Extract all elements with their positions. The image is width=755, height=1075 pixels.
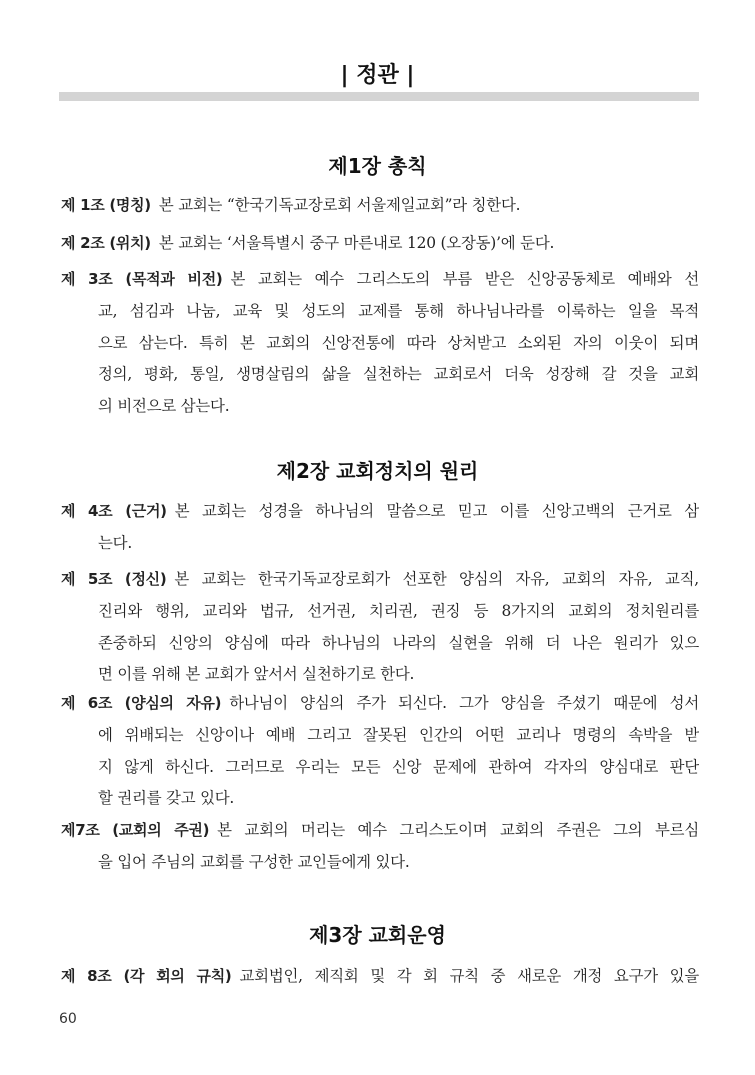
article-text: 으로 삼는다. 특히 본 교회의 신앙전통에 따라 상처받고 소외된 자의 이웃이 되며: [98, 333, 699, 352]
article-text: 진리와 행위, 교리와 법규, 선거권, 치리권, 권징 등 8가지의 교회의 정치원리를: [98, 601, 699, 620]
article-label: 제 1조 (명칭): [61, 196, 151, 214]
article: [61, 564, 699, 691]
title-divider: [59, 92, 699, 101]
article-label: 제 8조 (각 회의 규칙): [61, 967, 232, 985]
article-text: 정의, 평화, 통일, 생명살림의 삶을 실천하는 교회로서 더욱 성장해 갈 것을 교회: [98, 365, 699, 384]
chapter-heading: 제3장 교회운영: [309, 923, 446, 947]
article: [61, 190, 699, 222]
article-text: 본 교회는 한국기독교장로회가 선포한 양심의 자유, 교회의 자유, 교직,: [174, 570, 699, 588]
article-label: 제 6조 (양심의 자유): [61, 694, 222, 712]
article-text: 에 위배되는 신앙이나 예배 그리고 잘못된 인간의 어떤 교리나 명령의 속박을 받: [98, 725, 699, 744]
article-text: 지 않게 하신다. 그러므로 우리는 모든 신앙 문제에 관하여 각자의 양심대로 판단: [98, 757, 699, 776]
page-title: | 정관 |: [340, 63, 415, 88]
page-number: 60: [59, 1011, 77, 1027]
article: [61, 228, 699, 260]
article: [61, 688, 699, 815]
chapter-heading: 제2장 교회정치의 원리: [276, 459, 479, 483]
article-text: 본 교회는 ‘서울특별시 중구 마른내로 120 (오장동)’에 둔다.: [158, 234, 555, 252]
article-text: 할 권리를 갖고 있다.: [98, 789, 235, 808]
article-text: 교회법인, 제직회 및 각 회 규칙 중 새로운 개정 요구가 있을: [239, 967, 699, 985]
article: [61, 815, 699, 879]
article-text: 의 비전으로 삼는다.: [98, 397, 230, 416]
article: [61, 496, 699, 560]
article-text: 본 교회는 성경을 하나님의 말씀으로 믿고 이를 신앙고백의 근거로 삼: [174, 502, 699, 520]
article-text: 을 입어 주님의 교회를 구성한 교인들에게 있다.: [98, 852, 410, 871]
article-label: 제 3조 (목적과 비전): [61, 270, 223, 288]
article: [61, 961, 699, 993]
chapter-heading: 제1장 총칙: [328, 154, 427, 178]
article-text: 면 이를 위해 본 교회가 앞서서 실천하기로 한다.: [98, 665, 415, 684]
article-text: 하나님이 양심의 주가 되신다. 그가 양심을 주셨기 때문에 성서: [229, 694, 699, 712]
article-label: 제7조 (교회의 주권): [61, 821, 210, 839]
article-text: 본 교회의 머리는 예수 그리스도이며 교회의 주권은 그의 부르심: [217, 821, 699, 839]
article-text: 본 교회는 “한국기독교장로회 서울제일교회”라 칭한다.: [158, 196, 521, 214]
article-text: 존중하되 신앙의 양심에 따라 하나님의 나라의 실현을 위해 더 나은 원리가 있으: [98, 633, 699, 652]
article-label: 제 5조 (정신): [61, 570, 167, 588]
article-text: 교, 섬김과 나눔, 교육 및 성도의 교제를 통해 하나님나라를 이룩하는 일을 목적: [98, 301, 699, 320]
article-text: 본 교회는 예수 그리스도의 부름 받은 신앙공동체로 예배와 선: [230, 270, 699, 288]
article-label: 제 2조 (위치): [61, 234, 151, 252]
article-label: 제 4조 (근거): [61, 502, 167, 520]
article: [61, 264, 699, 423]
article-text: 는다.: [98, 533, 133, 552]
